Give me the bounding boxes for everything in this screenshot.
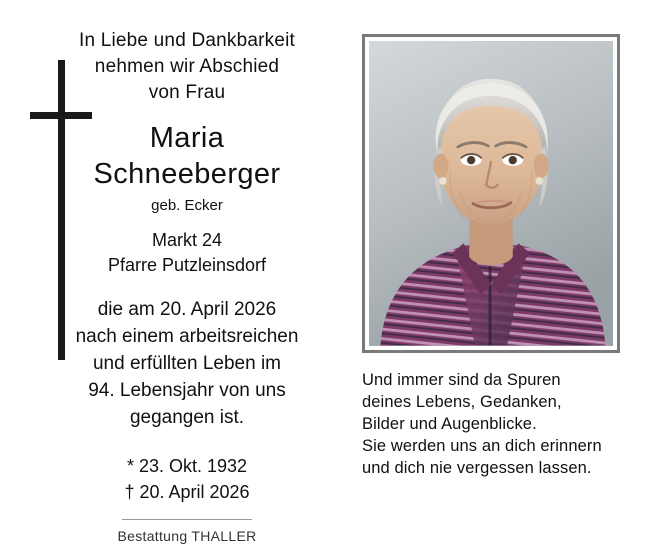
verse-line-5: und dich nie vergessen lassen. xyxy=(362,458,592,477)
memorial-text-block xyxy=(16,28,336,545)
intro-line-3: von Frau xyxy=(148,82,226,103)
address-block xyxy=(38,228,336,278)
first-name: Maria xyxy=(149,122,225,154)
portrait-illustration xyxy=(369,41,613,346)
passage-line-5: gegangen ist. xyxy=(129,407,245,428)
intro-line-2: nehmen wir Abschied xyxy=(94,56,280,77)
verse-line-3: Bilder und Augenblicke. xyxy=(362,414,537,433)
passage-line-3: und erfüllten Leben im xyxy=(92,353,281,374)
verse-line-4: Sie werden uns an dich erinnern xyxy=(362,436,602,455)
memorial-photo-column xyxy=(352,0,650,479)
maiden-name: geb. Ecker xyxy=(151,197,223,214)
deceased-name xyxy=(38,120,336,192)
portrait-photo xyxy=(369,41,613,346)
funeral-service-name: Bestattung THALLER xyxy=(117,528,257,544)
life-dates xyxy=(38,453,336,505)
passage-line-4: 94. Lebensjahr von uns xyxy=(88,380,286,401)
divider-rule xyxy=(122,519,252,520)
last-name: Schneeberger xyxy=(93,158,281,190)
photo-frame xyxy=(362,34,620,353)
verse-line-2: deines Lebens, Gedanken, xyxy=(362,392,562,411)
passage-line-1: die am 20. April 2026 xyxy=(97,299,277,320)
verse-line-1: Und immer sind da Spuren xyxy=(362,370,561,389)
birth-date: * 23. Okt. 1932 xyxy=(126,456,248,476)
intro-text xyxy=(38,28,336,106)
verse-text xyxy=(362,369,602,479)
death-date: † 20. April 2026 xyxy=(124,482,250,502)
address-line-2: Pfarre Putzleinsdorf xyxy=(107,255,267,275)
passage-text xyxy=(38,296,336,431)
intro-line-1: In Liebe und Dankbarkeit xyxy=(78,30,296,51)
passage-line-2: nach einem arbeitsreichen xyxy=(75,326,299,347)
address-line-1: Markt 24 xyxy=(151,230,223,250)
